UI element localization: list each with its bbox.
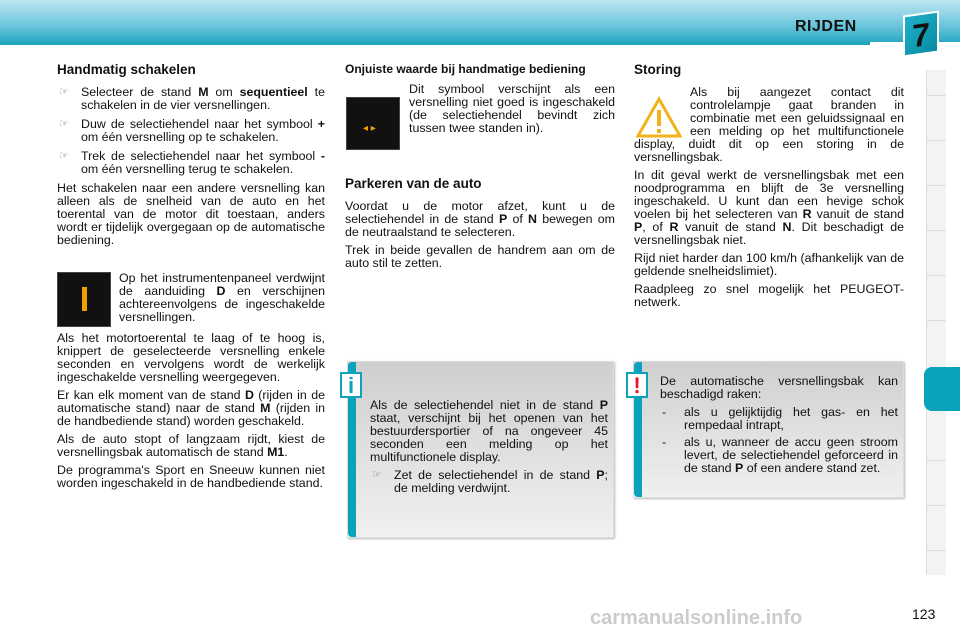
warning-triangle-icon [636,96,682,138]
paragraph: Er kan elk moment van de stand D (rijden in de automatische stand) naar de stand M (rijden in de handbediende stand) worden geschakeld. [57,388,325,428]
bullet: ☞ Duw de selectiehendel naar het symbool + om één versnelling op te schakelen. [59,117,325,144]
heading-malfunction: Storing [634,62,682,77]
pointing-hand-icon: ☞ [59,86,69,98]
paragraph: Als de selectiehendel niet in de stand P staat, verschijnt bij het openen van het bestuurdersportier of na ongeveer 45 seconden een melding op het multifunctionele display. [370,398,608,464]
paragraph: Als het motortoerental te laag of te hoog is, knippert de geselecteerde versnelling enkele seconden en vervolgens wordt de werkelijk ingeschakelde versnelling weergegeven. [57,331,325,384]
paragraph: Voordat u de motor afzet, kunt u de selectiehendel in de stand P of N bewegen om de neutraalstand te selecteren. [345,199,615,239]
bullet: ☞ Trek de selectiehendel naar het symbool - om één versnelling terug te schakelen. [59,149,325,176]
paragraph: Raadpleeg zo snel mogelijk het PEUGEOT-netwerk. [634,282,904,309]
warning-box [633,361,904,498]
chapter-tabs [926,70,946,575]
paragraph: De programma's Sport en Sneeuw kunnen niet worden ingeschakeld in de handbediende stand. [57,463,325,490]
chapter-tab-active[interactable] [924,367,960,411]
paragraph: Rijd niet harder dan 100 km/h (afhankelijk van de geldende snelheidslimiet). [634,251,904,278]
paragraph: Dit symbool verschijnt als een versnelling niet goed is ingeschakeld (de selectiehendel bevindt zich tussen twee standen in). [409,82,615,135]
pointing-hand-icon: ☞ [59,150,69,162]
info-box [347,361,614,538]
heading-incorrect-value: Onjuiste waarde bij handmatige bediening [345,62,586,76]
pointing-hand-icon: ☞ [372,469,382,481]
incorrect-gear-symbol-image: ◂ ▸ [346,97,400,150]
list-item: - als u gelijktijdig het gas- en het rempedaal intrapt, [662,405,898,432]
middle-column [345,63,615,275]
paragraph: Trek in beide gevallen de handrem aan om de auto stil te zetten. [345,243,615,270]
paragraph: In dit geval werkt de versnellingsbak met een noodprogramma en blijft de 3e versnelling ingeschakeld. U kunt dan een hevige schok voelen bij het selecteren van R vanuit de stand P, of R vanuit de stand N. Dit beschadigt de versnellingsbak niet. [634,168,904,247]
bullet: ☞ Zet de selectiehendel in de stand P; de melding verdwijnt. [372,468,608,495]
exclamation-icon: ! [626,372,648,398]
heading-manual-shifting: Handmatig schakelen [57,62,196,77]
info-icon: i [340,372,362,398]
paragraph: Het schakelen naar een andere versnelling kan alleen als de snelheid van de auto en het toerental van de motor dit toestaan, anders wordt er tijdelijk overgegaan op de automatische bediening. [57,181,325,247]
chapter-number: 7 [903,10,939,57]
list-item: - als u, wanneer de accu geen stroom levert, de selectiehendel geforceerd in de stand P of een andere stand zet. [662,435,898,475]
paragraph: De automatische versnellingsbak kan beschadigd raken: [660,374,898,401]
header-rule [0,42,870,46]
watermark: carmanualsonline.info [590,607,803,629]
paragraph: Op het instrumentenpaneel verdwijnt de aanduiding D en verschijnen achtereenvolgens de ingeschakelde versnellingen. [57,272,325,327]
left-column [57,63,325,495]
gear-display-image [57,272,111,327]
pointing-hand-icon: ☞ [59,118,69,130]
paragraph: Als bij aangezet contact dit controlelampje gaat branden in combinatie met een geluidssignaal en een melding op het multifunctionele display, duidt dit op een storing in de versnellingsbak. [634,85,904,164]
bullet: ☞ Selecteer de stand M om sequentieel te schakelen in de vier versnellingen. [59,85,325,112]
paragraph: Als de auto stopt of langzaam rijdt, kiest de versnellingsbak automatisch de stand M1. [57,432,325,459]
heading-parking: Parkeren van de auto [345,176,482,191]
chapter-title: RIJDEN [795,18,857,35]
page-number: 123 [912,606,936,622]
